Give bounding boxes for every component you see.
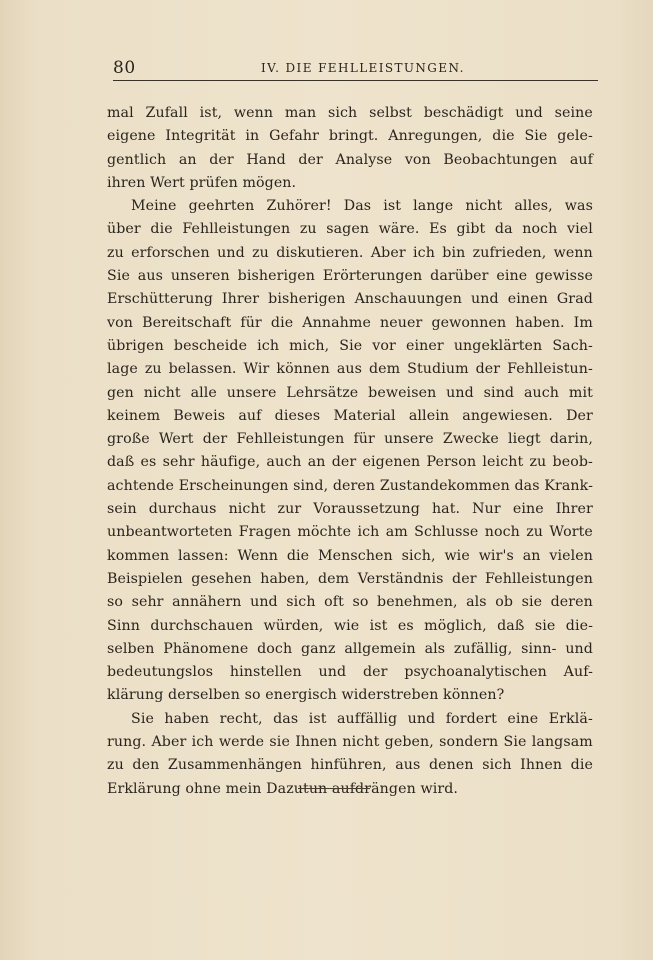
text-line: sein durchaus nicht zur Voraussetzung hat. Nur eine Ihrer [107, 501, 593, 518]
end-rule [298, 788, 370, 789]
text-line: von Bereitschaft für die Annahme neuer gewonnen haben. Im [107, 314, 593, 331]
body-text [107, 102, 593, 801]
text-line: selben Phänomene doch ganz allgemein als zufällig, sinn- und [107, 640, 593, 657]
text-line: lage zu belassen. Wir können aus dem Studium der Fehlleistun- [107, 361, 593, 378]
text-line: bedeutungslos hinstellen und der psychoanalytischen Auf- [107, 664, 593, 681]
text-line: Beispielen gesehen haben, dem Verständnis der Fehlleistungen [107, 570, 593, 587]
text-line: gentlich an der Hand der Analyse von Beobachtungen auf [107, 151, 593, 168]
text-line: Sie haben recht, das ist auffällig und fordert eine Erklä- [131, 710, 593, 727]
text-line: so sehr annähern und sich oft so benehmen, als ob sie deren [107, 594, 593, 611]
text-line: achtende Erscheinungen sind, deren Zustandekommen das Krank- [107, 477, 593, 494]
text-line: Erschütterung Ihrer bisherigen Anschauungen und einen Grad [107, 291, 593, 308]
text-line: Sinn durchschauen würden, wie ist es möglich, daß sie die- [107, 617, 593, 634]
text-line: zu erforschen und zu diskutieren. Aber ich bin zufrieden, wenn [107, 244, 593, 261]
text-line: kommen lassen: Wenn die Menschen sich, wie wir's an vielen [107, 547, 593, 564]
text-line: gen nicht alle unsere Lehrsätze beweisen und sind auch mit [107, 384, 593, 401]
text-line: große Wert der Fehlleistungen für unsere Zwecke liegt darin, [107, 431, 593, 448]
page-header [113, 58, 598, 80]
text-line: daß es sehr häufige, auch an der eigenen Person leicht zu beob- [107, 454, 593, 471]
text-line: rung. Aber ich werde sie Ihnen nicht geben, sondern Sie langsam [107, 734, 593, 751]
text-line: eigene Integrität in Gefahr bringt. Anregungen, die Sie gele- [107, 128, 593, 145]
text-line: klärung derselben so energisch widerstreben können? [107, 687, 505, 704]
text-line: über die Fehlleistungen zu sagen wäre. Es gibt da noch viel [107, 221, 593, 238]
text-line: Erklärung ohne mein Dazutun aufdrängen wird. [107, 780, 459, 797]
text-line: übrigen bescheide ich mich, Sie vor einer ungeklärten Sach- [107, 337, 593, 354]
text-line: ihren Wert prüfen mögen. [107, 174, 297, 191]
header-rule [113, 80, 598, 81]
page-number: 80 [113, 58, 136, 78]
running-head: IV. DIE FEHLLEISTUNGEN. [261, 61, 465, 75]
text-line: keinem Beweis auf dieses Material allein angewiesen. Der [107, 407, 593, 424]
text-line: unbeantworteten Fragen möchte ich am Schlusse noch zu Worte [107, 524, 593, 541]
text-line: Meine geehrten Zuhörer! Das ist lange nicht alles, was [131, 198, 593, 215]
text-line: mal Zufall ist, wenn man sich selbst beschädigt und seine [107, 105, 593, 121]
text-line: zu den Zusammenhängen hinführen, aus denen sich Ihnen die [107, 757, 593, 774]
text-line: Sie aus unseren bisherigen Erörterungen darüber eine gewisse [107, 268, 593, 285]
